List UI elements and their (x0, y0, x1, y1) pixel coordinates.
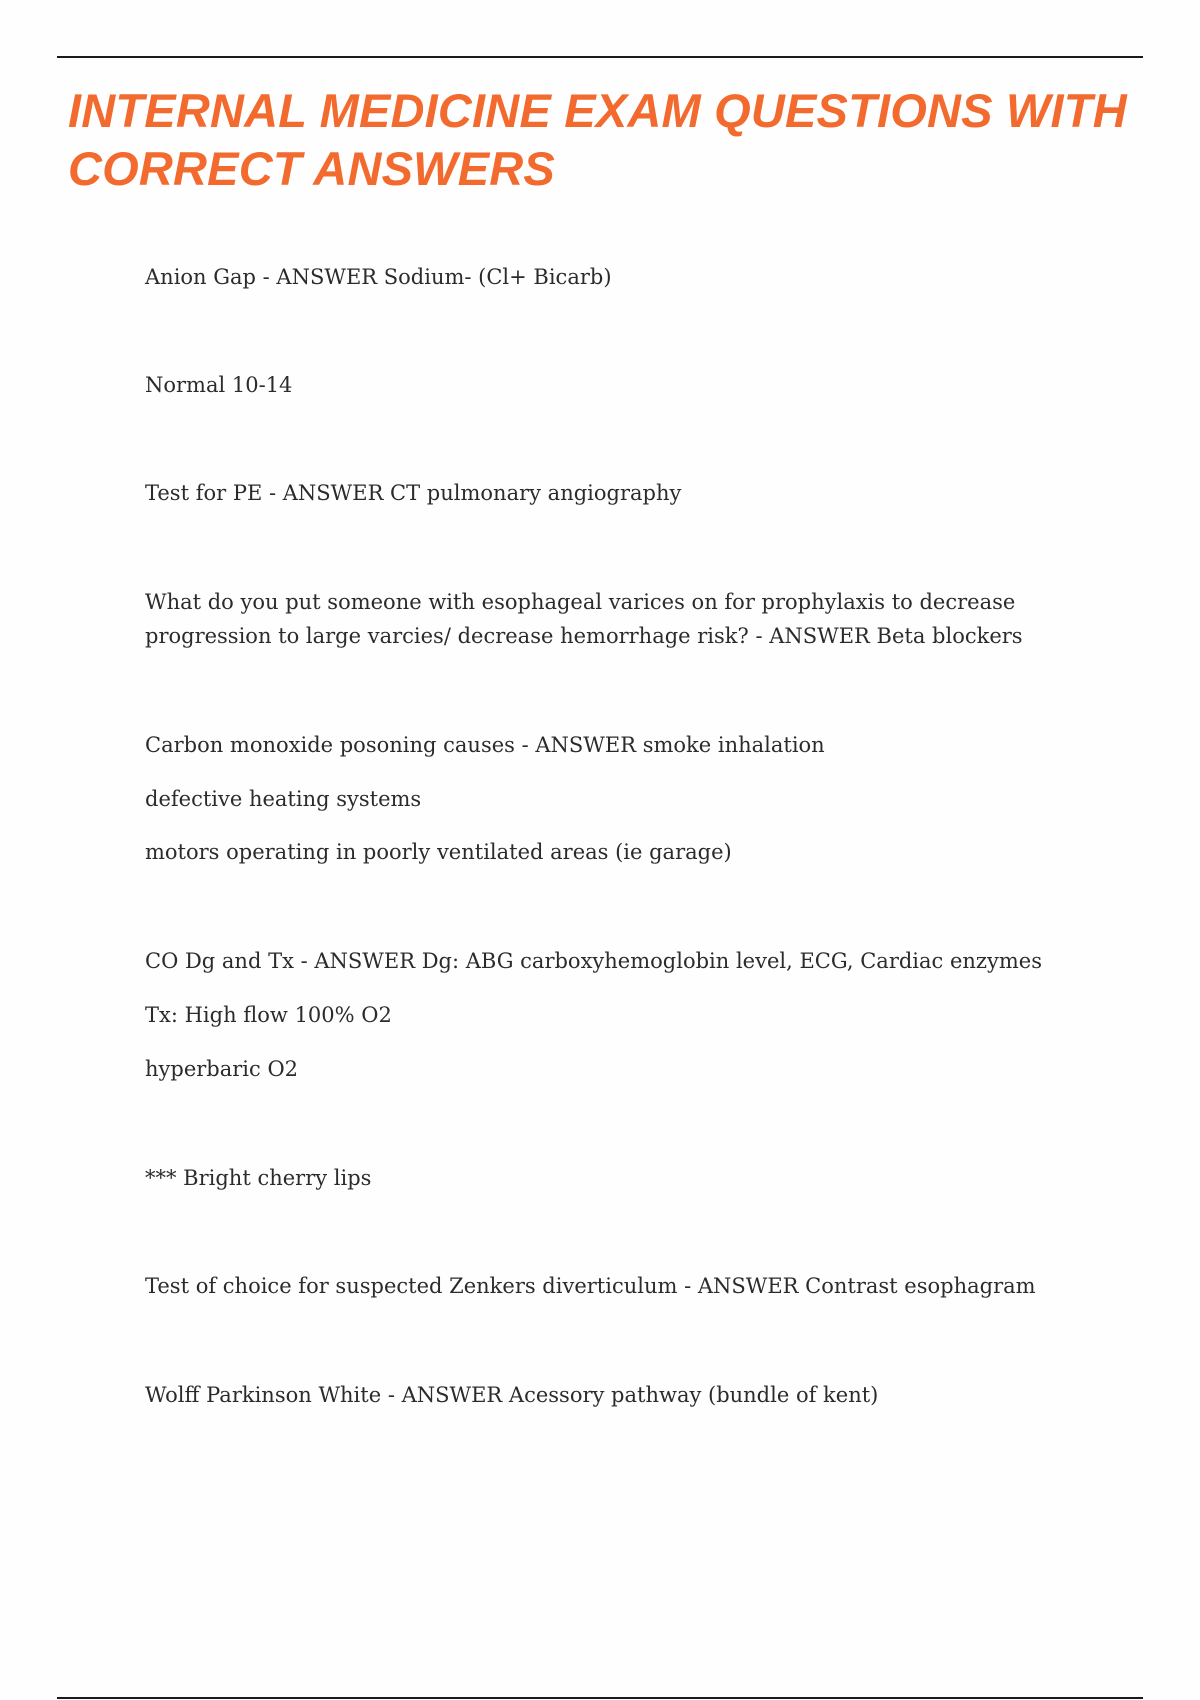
qa-varices-question: What do you put someone with esophageal varices on for prophylaxis to decrease (145, 590, 1016, 614)
qa-co-dg-tx: CO Dg and Tx - ANSWER Dg: ABG carboxyhemoglobin level, ECG, Cardiac enzymes (145, 949, 1042, 973)
qa-co-causes-heating: defective heating systems (145, 787, 422, 811)
qa-co-tx-o2: Tx: High flow 100% O2 (145, 1003, 392, 1027)
title-line-2: CORRECT ANSWERS (68, 142, 555, 195)
qa-wpw: Wolff Parkinson White - ANSWER Acessory pathway (bundle of kent) (145, 1383, 879, 1407)
qa-zenkers: Test of choice for suspected Zenkers diverticulum - ANSWER Contrast esophagram (145, 1274, 1036, 1298)
qa-anion-gap-normal: Normal 10-14 (145, 373, 293, 397)
document-title (68, 82, 1178, 198)
qa-anion-gap: Anion Gap - ANSWER Sodium- (Cl+ Bicarb) (145, 265, 612, 289)
title-line-1: INTERNAL MEDICINE EXAM QUESTIONS WITH (68, 84, 1127, 137)
footer-rule (57, 1697, 1143, 1699)
qa-co-tx-hyperbaric: hyperbaric O2 (145, 1057, 299, 1081)
qa-co-causes: Carbon monoxide posoning causes - ANSWER smoke inhalation (145, 733, 825, 757)
qa-co-causes-motors: motors operating in poorly ventilated areas (ie garage) (145, 840, 732, 864)
qa-test-for-pe: Test for PE - ANSWER CT pulmonary angiography (145, 481, 682, 505)
header-rule (57, 56, 1143, 58)
qa-co-cherry-lips: *** Bright cherry lips (145, 1166, 372, 1190)
qa-varices-answer: progression to large varcies/ decrease hemorrhage risk? - ANSWER Beta blockers (145, 624, 1023, 648)
